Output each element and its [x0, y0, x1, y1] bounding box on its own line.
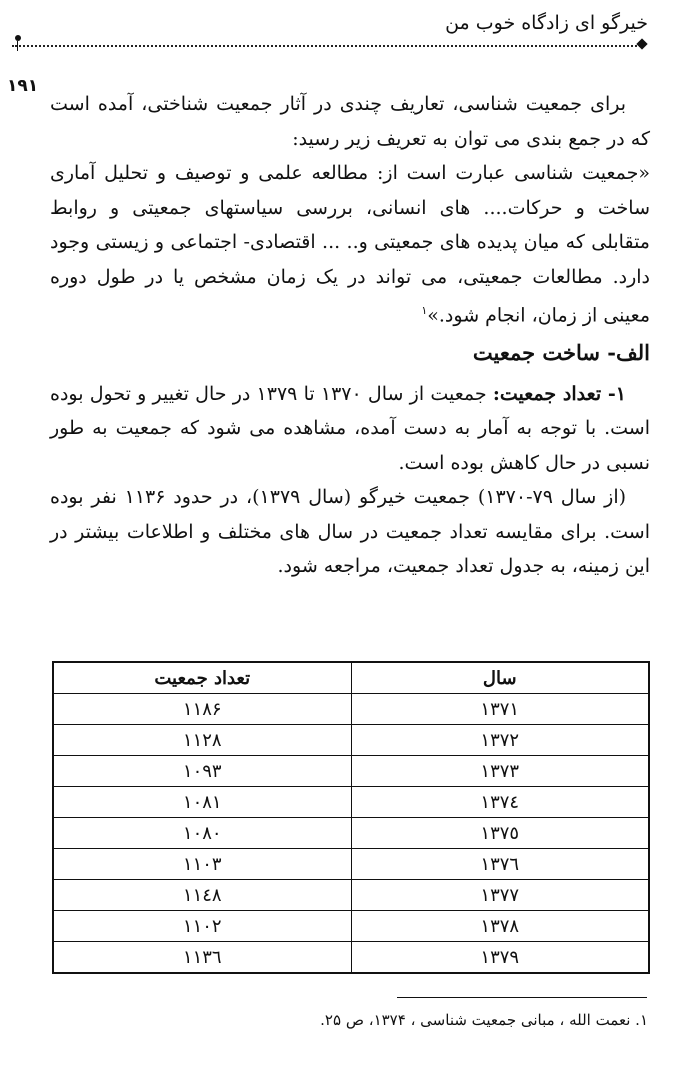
table-row [53, 849, 649, 880]
year-cell: ۱۳۷٦ [351, 849, 649, 880]
year-cell: ۱۳۷۳ [351, 756, 649, 787]
year-cell: ۱۳۷۷ [351, 880, 649, 911]
year-cell: ۱۳۷۹ [351, 942, 649, 974]
population-cell: ۱۰۸۰ [53, 818, 351, 849]
population-cell: ۱۰۹۳ [53, 756, 351, 787]
table-row [53, 694, 649, 725]
footnote: ۱. نعمت الله ، مبانی جمعیت شناسی ، ۱۳۷۴، ص ۲۵. [320, 1011, 648, 1029]
page-number: ۱۹۱ [7, 76, 39, 96]
population-cell: ۱۱۰۲ [53, 911, 351, 942]
table-row [53, 756, 649, 787]
population-cell: ۱۱۳٦ [53, 942, 351, 974]
population-cell: ۱۱۸۶ [53, 694, 351, 725]
footnote-rule [397, 997, 647, 998]
definition-quote: «جمعیت شناسی عبارت است از: مطالعه علمی و توصیف و تحلیل آماری ساخت و حرکات.... های انسانی، بررسی سیاستهای جمعیتی و روابط متقابلی که میان پدیده های جمعیتی و.. ... اقتصادی- اجتماعی و زیستی وجود دارد. مطالعات جمعیتی، می تواند در یک زمان مشخص یا در طول دوره معینی از زمان، انجام شود.» [50, 162, 650, 327]
table-row [53, 725, 649, 756]
year-column-header: سال [351, 662, 649, 694]
body-text [50, 82, 650, 584]
population-count-paragraph [50, 377, 650, 481]
section-heading: الف- ساخت جمعیت [472, 339, 650, 365]
subsection-label: ۱- تعداد جمعیت: [492, 382, 626, 405]
header-diamond-ornament [636, 38, 647, 49]
table-row [53, 787, 649, 818]
table-row [53, 911, 649, 942]
running-header: خیرگو ای زادگاه خوب من [445, 12, 648, 34]
footnote-reference: ۱ [421, 304, 428, 317]
year-cell: ۱۳۷۱ [351, 694, 649, 725]
table-row [53, 880, 649, 911]
population-cell: ۱۱۰۳ [53, 849, 351, 880]
year-cell: ۱۳۷۲ [351, 725, 649, 756]
year-cell: ۱۳۷٥ [351, 818, 649, 849]
year-cell: ۱۳۷٤ [351, 787, 649, 818]
table-row [53, 818, 649, 849]
header-dotted-rule [12, 45, 644, 47]
population-detail-paragraph: (از سال ۷۹-۱۳۷۰) جمعیت خیرگو (سال ۱۳۷۹)، در حدود ۱۱۳۶ نفر بوده است. برای مقایسه تعداد جمعیت در سال های مختلف و اطلاعات بیشتر در این زمینه، به جدول تعداد جمعیت، مراجعه شود. [50, 486, 650, 578]
intro-paragraph: برای جمعیت شناسی، تعاریف چندی در آثار جمعیت شناختی، آمده است که در جمع بندی می توان به تعریف زیر رسید: [50, 93, 650, 150]
pin-line [17, 41, 18, 51]
population-table [52, 661, 650, 974]
subsection-text: جمعیت از سال ۱۳۷۰ تا ۱۳۷۹ در حال تغییر و تحول بوده است. با توجه به آمار به دست آمده، مشاهده می شود که جمعیت به طور نسبی در حال کاهش بوده است. [50, 382, 650, 474]
population-cell: ۱۱٤۸ [53, 880, 351, 911]
table-header-row [53, 662, 649, 694]
population-column-header: تعداد جمعیت [53, 662, 351, 694]
definition-paragraph [50, 156, 650, 333]
population-cell: ۱۱۲۸ [53, 725, 351, 756]
year-cell: ۱۳۷۸ [351, 911, 649, 942]
pin-ornament-icon [14, 34, 22, 42]
table-row [53, 942, 649, 974]
population-cell: ۱۰۸۱ [53, 787, 351, 818]
